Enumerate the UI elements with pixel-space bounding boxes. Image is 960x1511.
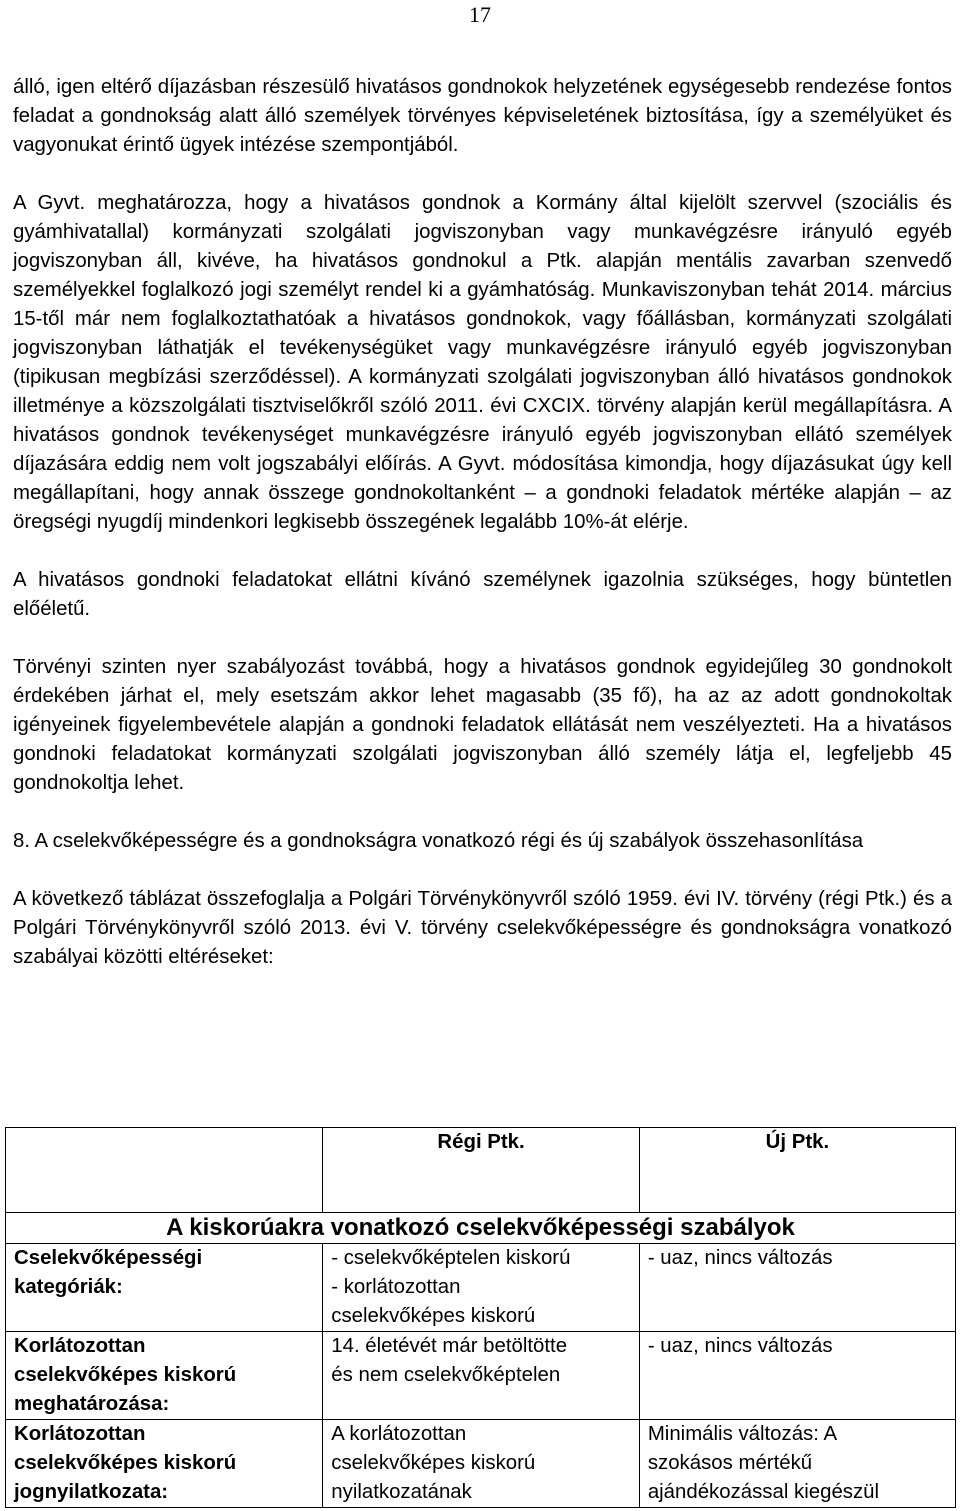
row-label-line: cselekvőképes kiskorú: [14, 1364, 237, 1386]
old-ptk-line: A korlátozottan: [331, 1423, 467, 1445]
new-ptk-line: Minimális változás: A: [647, 1423, 838, 1445]
table-row: [6, 1244, 956, 1332]
section-heading: 8. A cselekvőképességre és a gondnokságra vonatkozó régi és új szabályok összehasonlítása: [13, 830, 864, 852]
new-ptk-cell: [639, 1332, 955, 1420]
header-new-ptk: Új Ptk.: [639, 1128, 955, 1213]
old-ptk-line: cselekvőképes kiskorú: [331, 1452, 536, 1474]
page-number: 17: [469, 2, 491, 27]
row-label-line: meghatározása:: [14, 1393, 170, 1415]
comparison-table: [5, 1127, 956, 1508]
row-label-line: jognyilatkozata:: [14, 1481, 169, 1503]
table-section-row: [6, 1213, 956, 1244]
table-header-row: [6, 1128, 956, 1213]
paragraph-gondnok-dijazas: álló, igen eltérő díjazásban részesülő hivatásos gondnokok helyzetének egységesebb rendezése fontos feladat a gondnokság alatt álló személyek törvényes képviseletének biztosítása, így a személyüket és vagyonukat érintő ügyek intézése szempontjából.: [13, 76, 952, 156]
old-ptk-cell: [323, 1332, 640, 1420]
new-ptk-cell: [639, 1420, 955, 1508]
header-empty-cell: [6, 1128, 323, 1213]
header-old-ptk: Régi Ptk.: [323, 1128, 640, 1213]
old-ptk-cell: [323, 1244, 640, 1332]
table-section-title: A kiskorúakra vonatkozó cselekvőképességi szabályok: [6, 1213, 956, 1244]
row-label-cell: [6, 1332, 323, 1420]
paragraph-buntetlen-eloelet: A hivatásos gondnoki feladatokat ellátni kívánó személynek igazolnia szükséges, hogy büntetlen előéletű.: [13, 569, 952, 620]
old-ptk-line: cselekvőképes kiskorú: [331, 1305, 536, 1327]
old-ptk-line: 14. életévét már betöltötte: [331, 1335, 568, 1357]
document-body: [13, 73, 952, 972]
row-label-line: Korlátozottan: [14, 1335, 146, 1357]
table-row: [6, 1332, 956, 1420]
old-ptk-line: és nem cselekvőképtelen: [331, 1364, 561, 1386]
table-row: [6, 1420, 956, 1508]
new-ptk-line: ajándékozással kiegészül: [647, 1481, 880, 1503]
paragraph-tablazat-bevezeto: A következő táblázat összefoglalja a Polgári Törvénykönyvről szóló 1959. évi IV. törvény (régi Ptk.) és a Polgári Törvénykönyvről szóló 2013. évi V. törvény cselekvőképességre és gondnokságra vonatkozó szabályai közötti eltéréseket:: [13, 888, 952, 968]
new-ptk-line: - uaz, nincs változás: [647, 1335, 833, 1357]
row-label-line: kategóriák:: [14, 1276, 123, 1298]
old-ptk-line: nyilatkozatának: [331, 1481, 472, 1503]
row-label-line: cselekvőképes kiskorú: [14, 1452, 237, 1474]
paragraph-gyvt-jogviszony: A Gyvt. meghatározza, hogy a hivatásos gondnok a Kormány által kijelölt szervvel (szociális és gyámhivatallal) kormányzati szolgálati jogviszonyban vagy munkavégzésre irányuló egyéb jogviszonyban áll, kivéve, ha hivatásos gondnokul a Ptk. alapján mentális zavarban szenvedő személyekkel foglalkozó jogi személyt rendel ki a gyámhatóság. Munkaviszonyban tehát 2014. március 15-től már nem foglalkoztathatóak a hivatásos gondnokok, vagy főállásban, kormányzati szolgálati jogviszonyban láthatják el tevékenységüket vagy munkavégzésre irányuló egyéb jogviszonyban (tipikusan megbízási szerződéssel). A kormányzati szolgálati jogviszonyban álló hivatásos gondnokok illetménye a közszolgálati tisztviselőkről szóló 2011. évi CXCIX. törvény alapján kerül megállapításra. A hivatásos gondnok tevékenységet munkavégzésre irányuló egyéb jogviszonyban ellátó személyek díjazására eddig nem volt jogszabályi előírás. A Gyvt. módosítása kimondja, hogy díjazásukat úgy kell megállapítani, hogy annak összege gondnokoltanként – a gondnoki feladatok mértéke alapján – az öregségi nyugdíj mindenkori legkisebb összegének legalább 10%-át elérje.: [13, 192, 952, 533]
row-label-line: Cselekvőképességi: [14, 1247, 203, 1269]
new-ptk-cell: [639, 1244, 955, 1332]
old-ptk-line: - cselekvőképtelen kiskorú: [331, 1247, 571, 1269]
paragraph-gondnokolt-szam: Törvényi szinten nyer szabályozást továbbá, hogy a hivatásos gondnok egyidejűleg 30 gondnokolt érdekében járhat el, mely esetszám akkor lehet magasabb (35 fő), ha az az adott gondnokoltak igényeinek figyelembevétele alapján a gondnoki feladatok ellátását nem veszélyezteti. Ha a hivatásos gondnoki feladatokat kormányzati szolgálati jogviszonyban álló személy látja el, legfeljebb 45 gondnokoltja lehet.: [13, 656, 952, 794]
row-label-cell: [6, 1420, 323, 1508]
row-label-cell: [6, 1244, 323, 1332]
old-ptk-cell: [323, 1420, 640, 1508]
new-ptk-line: - uaz, nincs változás: [647, 1247, 833, 1269]
new-ptk-line: szokásos mértékű: [647, 1452, 813, 1474]
row-label-line: Korlátozottan: [14, 1423, 146, 1445]
old-ptk-line: - korlátozottan: [331, 1276, 461, 1298]
